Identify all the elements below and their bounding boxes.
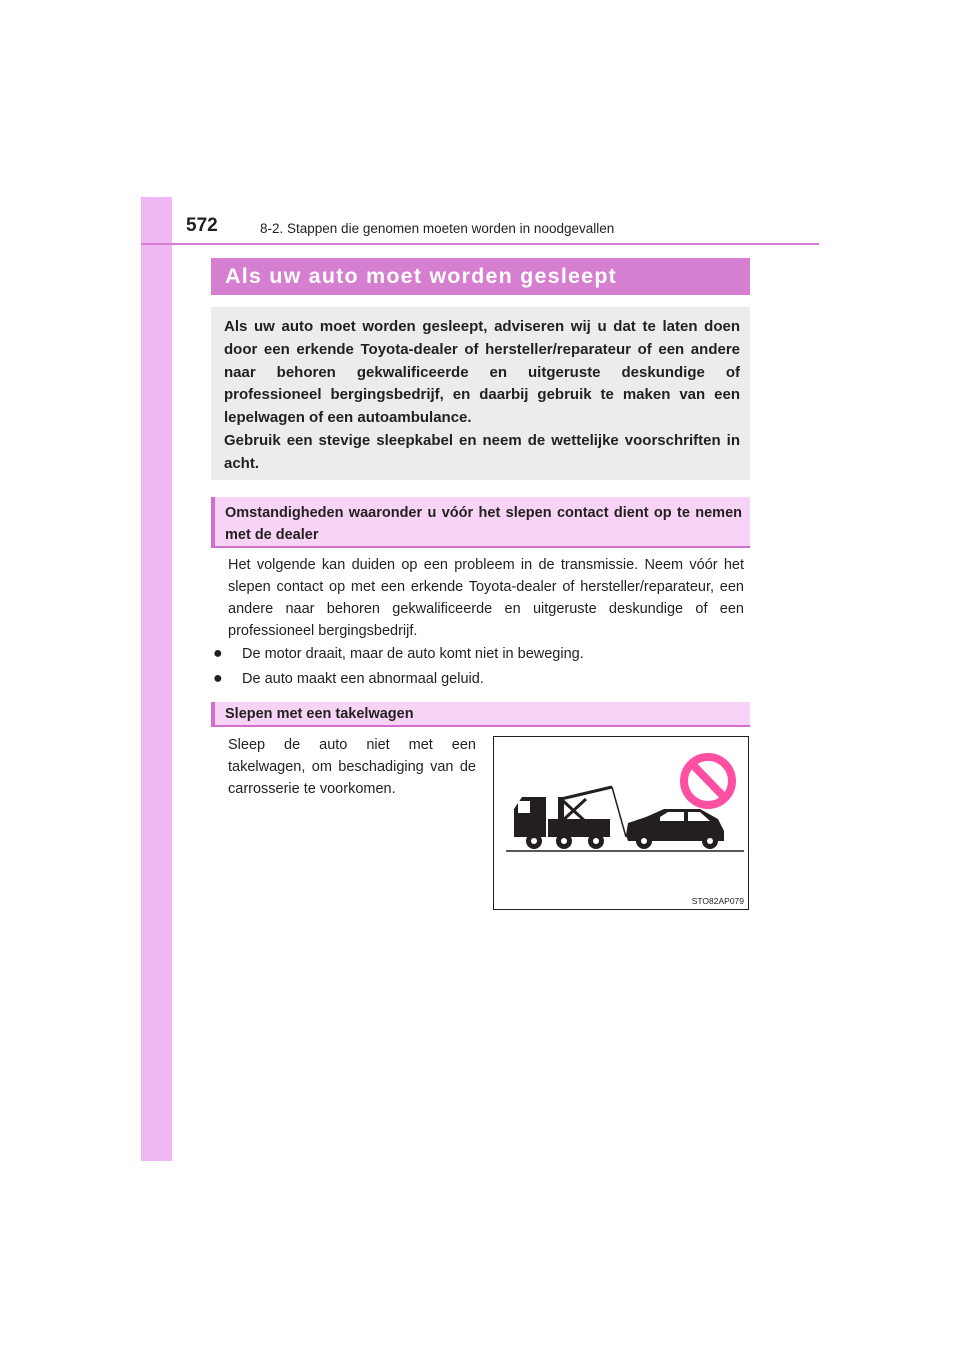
figure-code: STO82AP079 (691, 896, 744, 906)
tow-truck-paragraph: Sleep de auto niet met een takelwagen, om beschadiging van de carrosserie te voorkomen. (228, 737, 476, 797)
header-divider (141, 243, 819, 245)
bullet-item (213, 668, 743, 690)
intro-box (211, 307, 750, 480)
tow-truck-icon (514, 787, 626, 849)
bullet-item (213, 643, 743, 665)
intro-paragraph-2: Gebruik een stevige sleepkabel en neem de wettelijke voorschriften in acht. (224, 431, 740, 472)
transmission-paragraph: Het volgende kan duiden op een probleem in de transmissie. Neem vóór het slepen contact op met een erkende Toyota-dealer of hersteller/reparateur, een andere naar behoren gekwalificeerde en uitgeruste deskundige of een professioneel bergingsbedrijf. (228, 557, 744, 639)
intro-paragraph: Als uw auto moet worden gesleept, adviseren wij u dat te laten doen door een erkende Toyota-dealer of hersteller/reparateur of een andere naar behoren gekwalificeerde en uitgeruste deskundige of professioneel bergingsbedrijf, en daarbij gebruik te maken van een lepelwagen of een autoambulance. (224, 318, 740, 427)
bullet-icon: ● (213, 645, 223, 662)
breadcrumb: 8-2. Stappen die genomen moeten worden in noodgevallen (260, 221, 615, 236)
tow-truck-illustration (493, 736, 749, 910)
page-title: Als uw auto moet worden gesleept (225, 264, 618, 288)
illustration-svg (494, 737, 748, 909)
side-color-strip (141, 197, 172, 1161)
section-heading-text: Omstandigheden waaronder u vóór het slepen contact dient op te nemen met de dealer (225, 505, 742, 543)
title-banner (211, 258, 750, 295)
section-heading-text: Slepen met een takelwagen (225, 706, 414, 722)
bullet-icon: ● (213, 670, 223, 687)
section-heading-dealer-contact (211, 497, 750, 548)
section-heading-tow-truck (211, 702, 750, 727)
car-icon (626, 809, 724, 849)
page-number: 572 (186, 215, 218, 236)
bullet-text: De auto maakt een abnormaal geluid. (242, 671, 484, 687)
prohibited-icon (684, 757, 732, 805)
bullet-text: De motor draait, maar de auto komt niet in beweging. (242, 646, 584, 662)
